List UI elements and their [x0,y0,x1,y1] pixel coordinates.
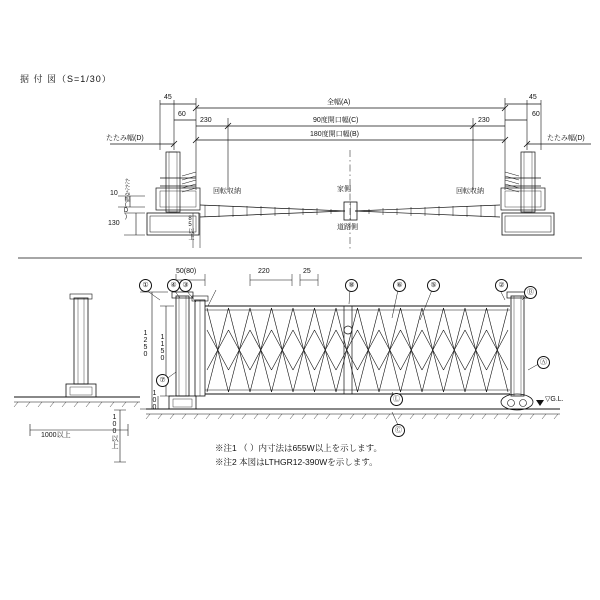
label-rot-left: 回転収納 [213,188,241,195]
label-gl: ▽G.L. [545,396,564,403]
callout-8: ⑧ [345,279,358,292]
dim-left-45: 45 [164,94,172,101]
callout-a: Ⓐ [537,356,550,369]
dim-open-180: 180度開口幅(B) [310,131,360,138]
label-house-side: 家側 [337,186,351,193]
dim-1150: 1150 [159,334,166,362]
note-1: ※注1 （ ）内寸法は655W以上を示します。 [215,443,382,453]
drawing-title: 据 付 図（S=1/30） [20,74,112,84]
dim-100: 100 [151,390,158,411]
dim-85-ijou: 85以上 [187,216,193,240]
callout-c: Ⓒ [392,424,405,437]
dim-1250: 1250 [142,330,149,358]
note-2: ※注2 本図はLTHGR12-390Wを示します。 [215,457,378,467]
callout-5: ⑤ [427,279,440,292]
label-rot-right: 回転収納 [456,188,484,195]
dim-full-width: 全幅(A) [327,99,351,106]
dim-right-45: 45 [529,94,537,101]
dim-left-60: 60 [178,111,186,118]
callout-6: ⑥ [393,279,406,292]
dim-fold-left: たたみ幅(D) [106,135,144,142]
callout-b: Ⓑ [524,286,537,299]
callout-3: ③ [179,279,192,292]
dim-1000-ijou: 1000以上 [41,432,71,439]
dim-10: 10 [110,190,118,197]
dim-220: 220 [258,268,270,275]
callout-7: ⑦ [156,374,169,387]
dim-fold-vert: たたみ幅(D) [123,178,129,220]
label-road-side: 道路側 [337,224,358,231]
dim-open-90: 90度開口幅(C) [313,117,359,124]
dim-right-60: 60 [532,111,540,118]
dim-25: 25 [303,268,311,275]
dim-100-ijou: 100以上 [111,414,118,449]
dim-130: 130 [108,220,120,227]
dim-left-230: 230 [200,117,212,124]
callout-4: ④ [167,279,180,292]
dim-50-80: 50(80) [176,268,197,275]
callout-1: ① [139,279,152,292]
dim-right-230: 230 [478,117,490,124]
callout-l: Ⓛ [390,393,403,406]
callout-2: ② [495,279,508,292]
dim-fold-right: たたみ幅(D) [547,135,585,142]
